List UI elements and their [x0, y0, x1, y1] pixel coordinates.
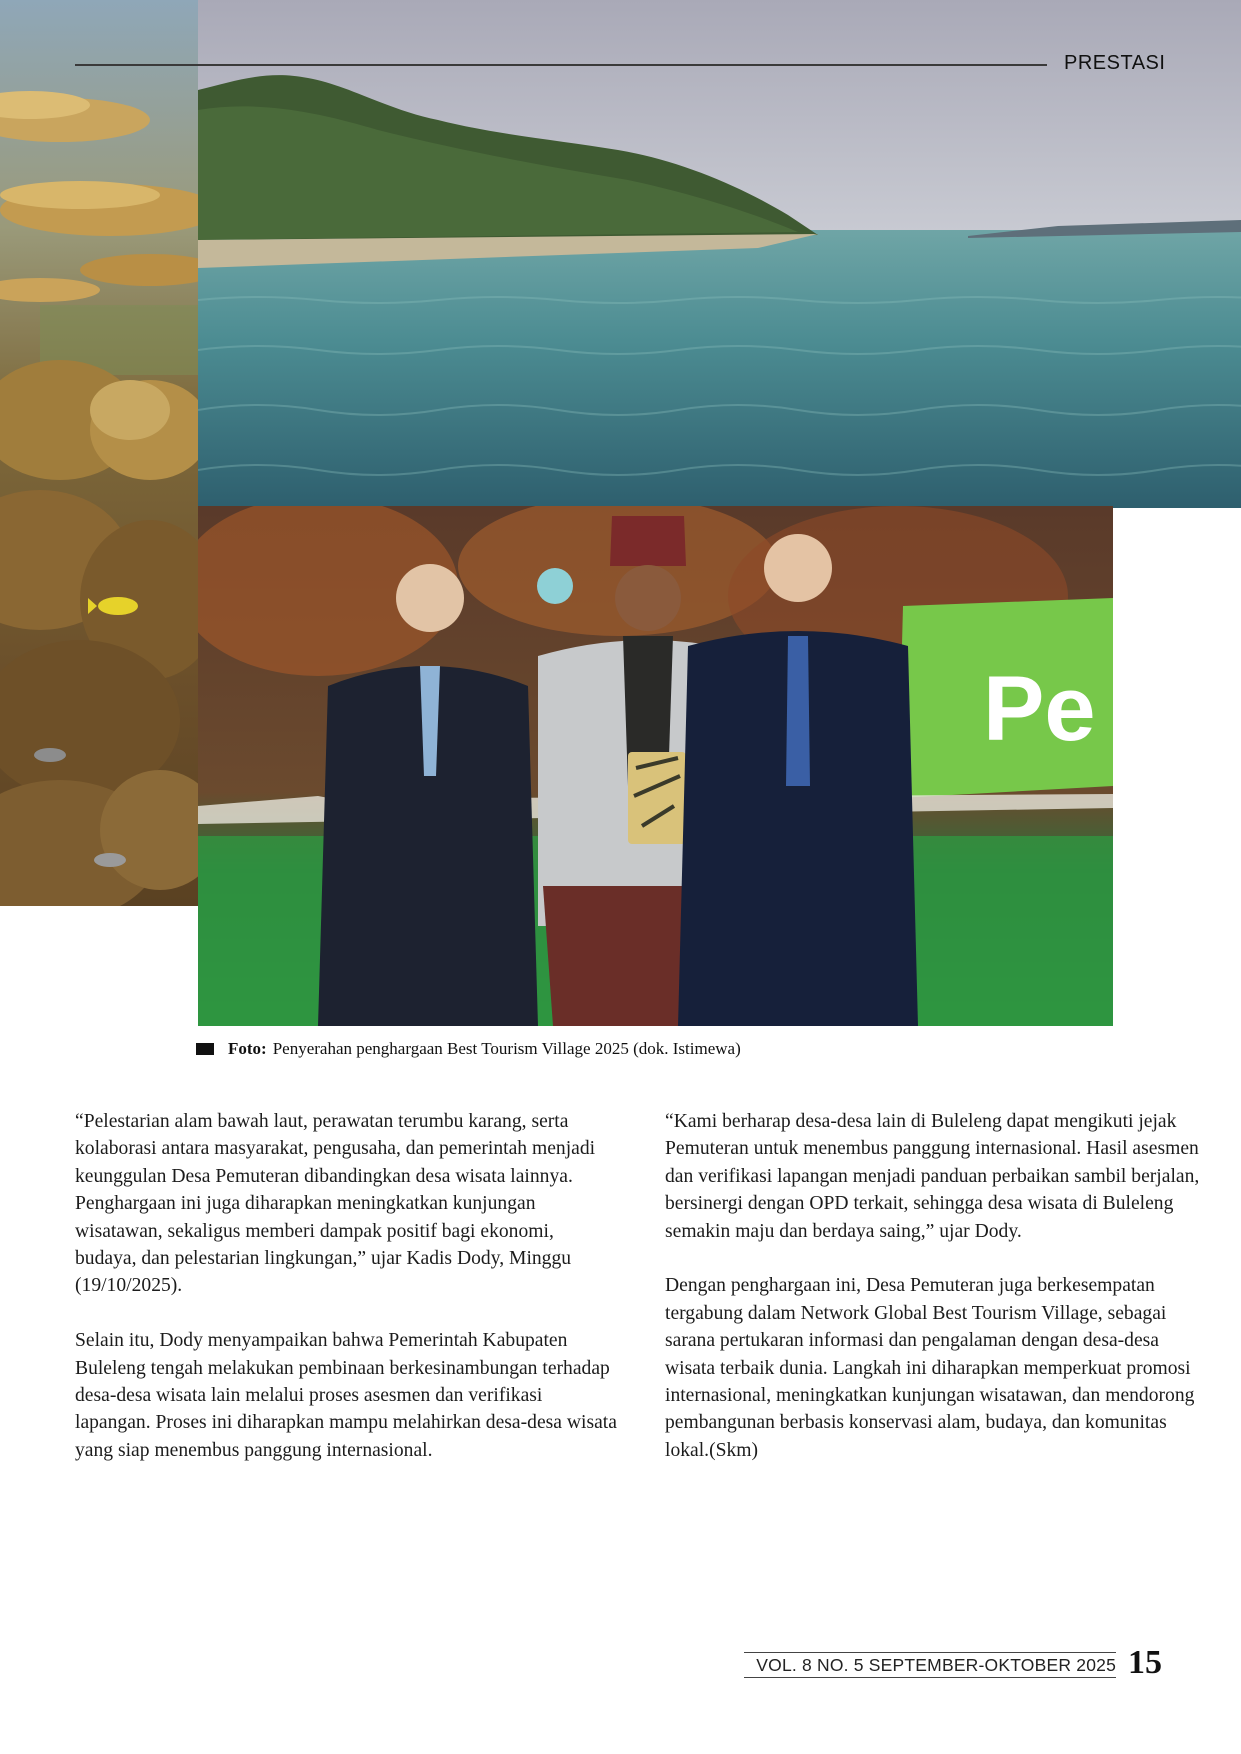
- issue-text: VOL. 8 NO. 5 SEPTEMBER-OKTOBER 2025: [756, 1655, 1116, 1675]
- caption-text: Penyerahan penghargaan Best Tourism Village 2025 (dok. Istimewa): [272, 1039, 741, 1058]
- page-number: 15: [1128, 1644, 1162, 1681]
- paragraph: “Kami berharap desa-desa lain di Buleleng dapat mengikuti jejak Pemuteran untuk menembus panggung internasional. Hasil asesmen dan verifikasi lapangan menjadi panduan perbaikan sambil berjalan, bersinergi dengan OPD terkait, sehingga desa wisata di Buleleng semakin maju dan berdaya saing,” ujar Dody.: [665, 1111, 1200, 1242]
- paragraph: “Pelestarian alam bawah laut, perawatan terumbu karang, serta kolaborasi antara masyarakat, pengusaha, dan pemerintah menjadi keunggulan Desa Pemuteran dibandingkan desa wisata lainnya. Penghargaan ini juga diharapkan meningkatkan kunjungan wisatawan, sekaligus memberi dampak positif bagi ekonomi, budaya, dan pelestarian lingkungan,” ujar Kadis Dody, Minggu (19/10/2025).: [75, 1111, 596, 1297]
- caption-marker: [196, 1043, 214, 1055]
- header-rule: [75, 64, 1047, 66]
- article-right-column: [665, 1108, 1210, 1492]
- section-label: PRESTASI: [1064, 52, 1166, 74]
- coastline-sea-photo: [198, 0, 1241, 508]
- paragraph: Dengan penghargaan ini, Desa Pemuteran juga berkesempatan tergabung dalam Network Global Best Tourism Village, sebagai sarana pertukaran informasi dan pengalaman dengan desa-desa wisata terbaik dunia. Langkah ini diharapkan memperkuat promosi internasional, meningkatkan kunjungan wisatawan, dan mendorong pembangunan berbasis konservasi alam, budaya, dan komunitas lokal.(Skm): [665, 1275, 1195, 1461]
- caption-prefix: Foto:: [228, 1039, 267, 1058]
- paragraph: Selain itu, Dody menyampaikan bahwa Pemerintah Kabupaten Buleleng tengah melakukan pembinaan berkesinambungan terhadap desa-desa wisata lain melalui proses asesmen dan verifikasi lapangan. Proses ini diharapkan mampu melahirkan desa-desa wisata yang siap menembus panggung internasional.: [75, 1330, 617, 1461]
- article-left-column: [75, 1108, 620, 1492]
- photo-caption: [196, 1039, 741, 1059]
- issue-info: [744, 1652, 1116, 1678]
- screen-text: Pe: [983, 658, 1096, 760]
- coral-reef-photo: [0, 0, 199, 906]
- award-ceremony-photo: [198, 506, 1113, 1026]
